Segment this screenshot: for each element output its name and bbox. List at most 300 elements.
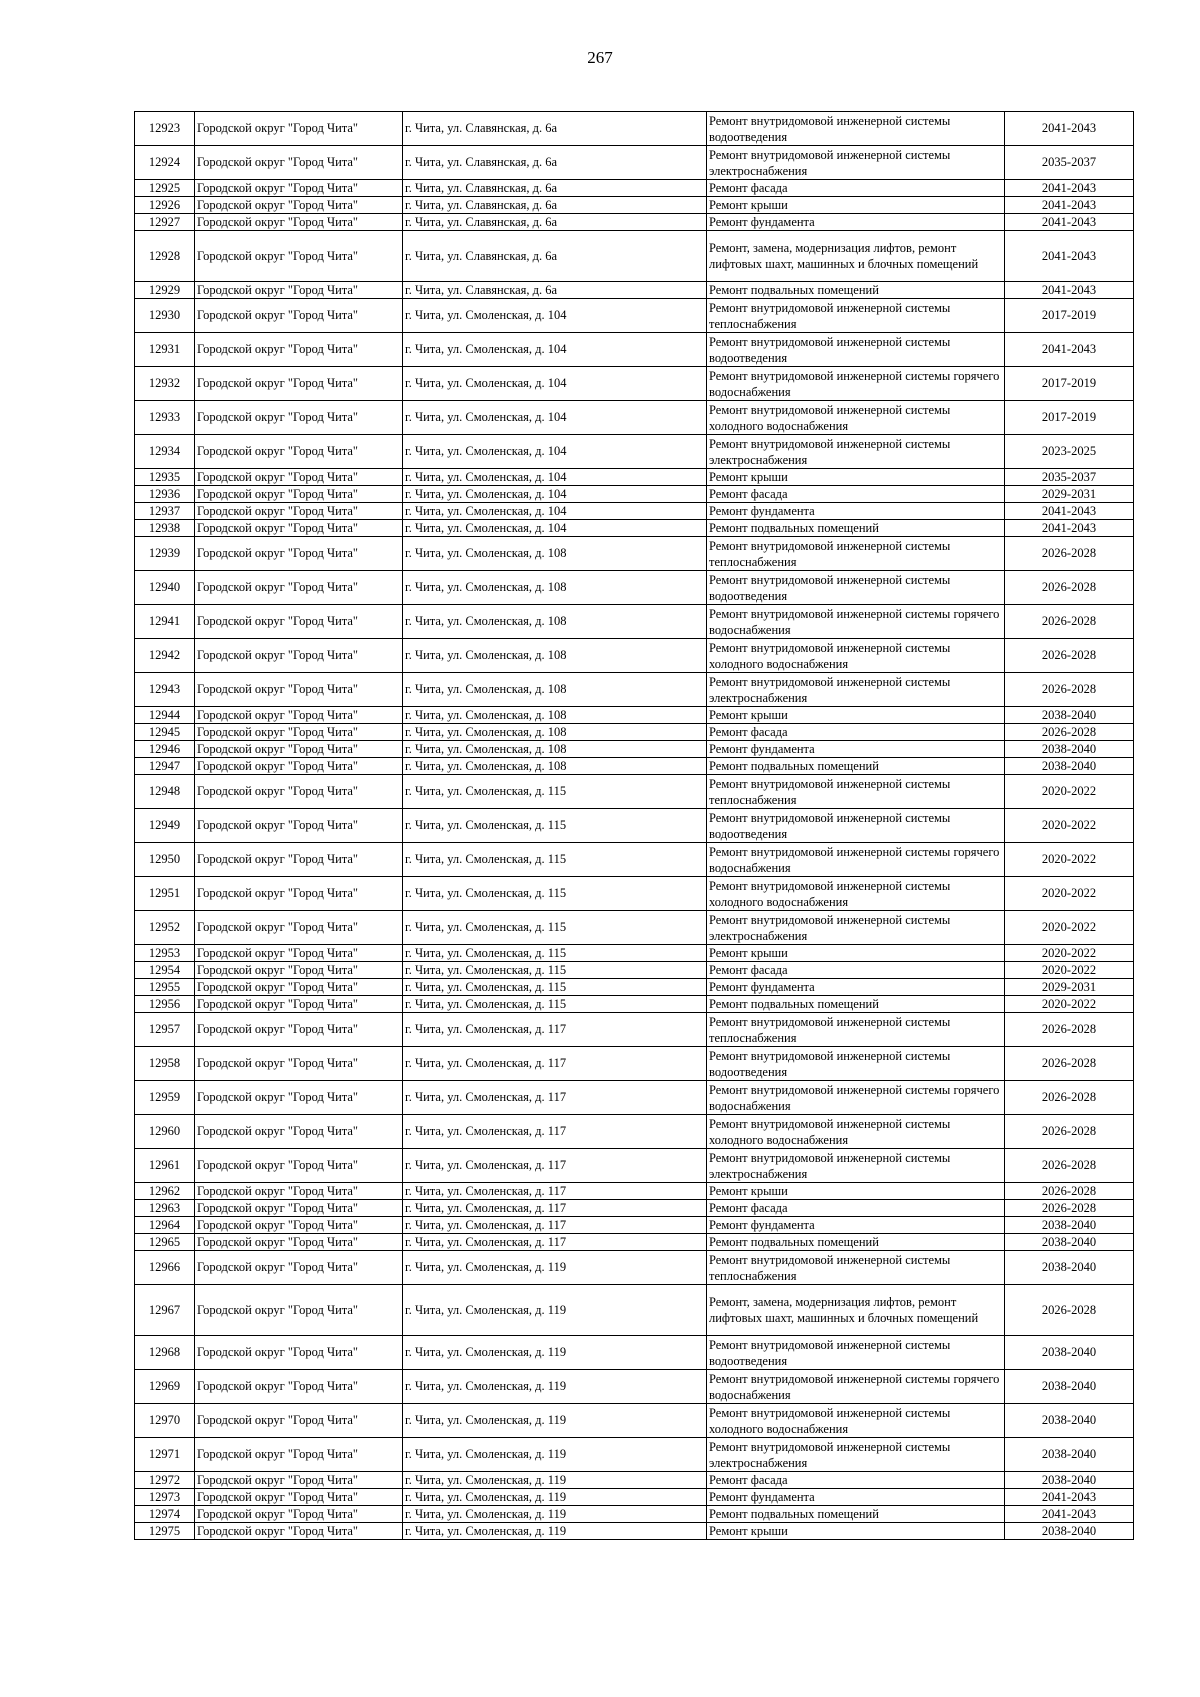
municipality-cell: Городской округ "Город Чита" <box>195 1115 403 1149</box>
municipality-cell: Городской округ "Город Чита" <box>195 962 403 979</box>
work-type-cell: Ремонт фундамента <box>707 1217 1005 1234</box>
period-cell: 2017-2019 <box>1005 299 1134 333</box>
table-row <box>135 877 1134 911</box>
municipality-cell: Городской округ "Город Чита" <box>195 146 403 180</box>
address-cell: г. Чита, ул. Славянская, д. 6а <box>403 282 707 299</box>
period-cell: 2038-2040 <box>1005 1438 1134 1472</box>
address-cell: г. Чита, ул. Смоленская, д. 108 <box>403 605 707 639</box>
period-cell: 2041-2043 <box>1005 180 1134 197</box>
address-cell: г. Чита, ул. Смоленская, д. 117 <box>403 1081 707 1115</box>
address-cell: г. Чита, ул. Смоленская, д. 117 <box>403 1200 707 1217</box>
period-cell: 2017-2019 <box>1005 367 1134 401</box>
period-cell: 2041-2043 <box>1005 197 1134 214</box>
table-row <box>135 1472 1134 1489</box>
period-cell: 2041-2043 <box>1005 520 1134 537</box>
table-row <box>135 367 1134 401</box>
address-cell: г. Чита, ул. Смоленская, д. 119 <box>403 1472 707 1489</box>
period-cell: 2026-2028 <box>1005 1183 1134 1200</box>
period-cell: 2041-2043 <box>1005 231 1134 282</box>
row-number: 12947 <box>135 758 195 775</box>
work-type-cell: Ремонт внутридомовой инженерной системы холодного водоснабжения <box>707 1404 1005 1438</box>
row-number: 12926 <box>135 197 195 214</box>
municipality-cell: Городской округ "Город Чита" <box>195 996 403 1013</box>
work-type-cell: Ремонт внутридомовой инженерной системы теплоснабжения <box>707 1013 1005 1047</box>
municipality-cell: Городской округ "Город Чита" <box>195 503 403 520</box>
table-row <box>135 1506 1134 1523</box>
work-type-cell: Ремонт внутридомовой инженерной системы теплоснабжения <box>707 537 1005 571</box>
row-number: 12939 <box>135 537 195 571</box>
table-row <box>135 1370 1134 1404</box>
address-cell: г. Чита, ул. Смоленская, д. 115 <box>403 996 707 1013</box>
row-number: 12954 <box>135 962 195 979</box>
row-number: 12952 <box>135 911 195 945</box>
work-type-cell: Ремонт фасада <box>707 724 1005 741</box>
municipality-cell: Городской округ "Город Чита" <box>195 1370 403 1404</box>
table-row <box>135 1404 1134 1438</box>
table-row <box>135 1285 1134 1336</box>
period-cell: 2041-2043 <box>1005 503 1134 520</box>
table-row <box>135 758 1134 775</box>
period-cell: 2038-2040 <box>1005 1404 1134 1438</box>
row-number: 12948 <box>135 775 195 809</box>
table-row <box>135 520 1134 537</box>
period-cell: 2038-2040 <box>1005 1370 1134 1404</box>
address-cell: г. Чита, ул. Славянская, д. 6а <box>403 112 707 146</box>
period-cell: 2041-2043 <box>1005 1506 1134 1523</box>
municipality-cell: Городской округ "Город Чита" <box>195 1234 403 1251</box>
work-type-cell: Ремонт внутридомовой инженерной системы горячего водоснабжения <box>707 1081 1005 1115</box>
table-row <box>135 214 1134 231</box>
period-cell: 2041-2043 <box>1005 112 1134 146</box>
table-row <box>135 673 1134 707</box>
table-row <box>135 1251 1134 1285</box>
address-cell: г. Чита, ул. Смоленская, д. 119 <box>403 1336 707 1370</box>
address-cell: г. Чита, ул. Смоленская, д. 104 <box>403 367 707 401</box>
address-cell: г. Чита, ул. Смоленская, д. 108 <box>403 724 707 741</box>
work-type-cell: Ремонт внутридомовой инженерной системы водоотведения <box>707 571 1005 605</box>
period-cell: 2026-2028 <box>1005 537 1134 571</box>
address-cell: г. Чита, ул. Смоленская, д. 115 <box>403 911 707 945</box>
row-number: 12972 <box>135 1472 195 1489</box>
row-number: 12968 <box>135 1336 195 1370</box>
work-type-cell: Ремонт внутридомовой инженерной системы электроснабжения <box>707 911 1005 945</box>
table-row <box>135 979 1134 996</box>
municipality-cell: Городской округ "Город Чита" <box>195 469 403 486</box>
address-cell: г. Чита, ул. Смоленская, д. 104 <box>403 486 707 503</box>
table-row <box>135 112 1134 146</box>
period-cell: 2026-2028 <box>1005 639 1134 673</box>
work-type-cell: Ремонт фасада <box>707 180 1005 197</box>
row-number: 12933 <box>135 401 195 435</box>
municipality-cell: Городской округ "Город Чита" <box>195 1404 403 1438</box>
address-cell: г. Чита, ул. Смоленская, д. 119 <box>403 1489 707 1506</box>
work-type-cell: Ремонт фундамента <box>707 503 1005 520</box>
work-type-cell: Ремонт крыши <box>707 707 1005 724</box>
work-type-cell: Ремонт внутридомовой инженерной системы водоотведения <box>707 809 1005 843</box>
table-row <box>135 1013 1134 1047</box>
municipality-cell: Городской округ "Город Чита" <box>195 707 403 724</box>
table-row <box>135 1234 1134 1251</box>
work-type-cell: Ремонт фундамента <box>707 1489 1005 1506</box>
municipality-cell: Городской округ "Город Чита" <box>195 724 403 741</box>
row-number: 12965 <box>135 1234 195 1251</box>
municipality-cell: Городской округ "Город Чита" <box>195 1251 403 1285</box>
municipality-cell: Городской округ "Город Чита" <box>195 537 403 571</box>
municipality-cell: Городской округ "Город Чита" <box>195 401 403 435</box>
table-row <box>135 401 1134 435</box>
address-cell: г. Чита, ул. Смоленская, д. 104 <box>403 503 707 520</box>
table-row <box>135 962 1134 979</box>
table-row <box>135 996 1134 1013</box>
table-row <box>135 282 1134 299</box>
table-row <box>135 180 1134 197</box>
municipality-cell: Городской округ "Город Чита" <box>195 112 403 146</box>
period-cell: 2026-2028 <box>1005 724 1134 741</box>
work-type-cell: Ремонт фундамента <box>707 741 1005 758</box>
address-cell: г. Чита, ул. Смоленская, д. 119 <box>403 1438 707 1472</box>
row-number: 12934 <box>135 435 195 469</box>
address-cell: г. Чита, ул. Смоленская, д. 119 <box>403 1285 707 1336</box>
work-type-cell: Ремонт фасада <box>707 486 1005 503</box>
municipality-cell: Городской округ "Город Чита" <box>195 367 403 401</box>
address-cell: г. Чита, ул. Смоленская, д. 108 <box>403 571 707 605</box>
table-row <box>135 1336 1134 1370</box>
period-cell: 2026-2028 <box>1005 1081 1134 1115</box>
row-number: 12937 <box>135 503 195 520</box>
row-number: 12967 <box>135 1285 195 1336</box>
period-cell: 2038-2040 <box>1005 1251 1134 1285</box>
period-cell: 2020-2022 <box>1005 962 1134 979</box>
municipality-cell: Городской округ "Город Чита" <box>195 1047 403 1081</box>
address-cell: г. Чита, ул. Смоленская, д. 115 <box>403 809 707 843</box>
period-cell: 2035-2037 <box>1005 146 1134 180</box>
row-number: 12966 <box>135 1251 195 1285</box>
work-type-cell: Ремонт крыши <box>707 1183 1005 1200</box>
work-type-cell: Ремонт внутридомовой инженерной системы теплоснабжения <box>707 775 1005 809</box>
municipality-cell: Городской округ "Город Чита" <box>195 605 403 639</box>
row-number: 12964 <box>135 1217 195 1234</box>
work-type-cell: Ремонт внутридомовой инженерной системы электроснабжения <box>707 146 1005 180</box>
municipality-cell: Городской округ "Город Чита" <box>195 333 403 367</box>
table-row <box>135 775 1134 809</box>
table-row <box>135 146 1134 180</box>
row-number: 12930 <box>135 299 195 333</box>
municipality-cell: Городской округ "Город Чита" <box>195 1183 403 1200</box>
table-row <box>135 1081 1134 1115</box>
period-cell: 2038-2040 <box>1005 707 1134 724</box>
address-cell: г. Чита, ул. Смоленская, д. 117 <box>403 1183 707 1200</box>
period-cell: 2026-2028 <box>1005 571 1134 605</box>
municipality-cell: Городской округ "Город Чита" <box>195 877 403 911</box>
row-number: 12970 <box>135 1404 195 1438</box>
work-type-cell: Ремонт крыши <box>707 197 1005 214</box>
row-number: 12938 <box>135 520 195 537</box>
address-cell: г. Чита, ул. Смоленская, д. 104 <box>403 435 707 469</box>
municipality-cell: Городской округ "Город Чита" <box>195 299 403 333</box>
municipality-cell: Городской округ "Город Чита" <box>195 1149 403 1183</box>
municipality-cell: Городской округ "Город Чита" <box>195 1285 403 1336</box>
work-type-cell: Ремонт внутридомовой инженерной системы электроснабжения <box>707 673 1005 707</box>
address-cell: г. Чита, ул. Смоленская, д. 115 <box>403 843 707 877</box>
row-number: 12974 <box>135 1506 195 1523</box>
period-cell: 2041-2043 <box>1005 214 1134 231</box>
period-cell: 2038-2040 <box>1005 758 1134 775</box>
period-cell: 2020-2022 <box>1005 877 1134 911</box>
municipality-cell: Городской округ "Город Чита" <box>195 911 403 945</box>
address-cell: г. Чита, ул. Смоленская, д. 117 <box>403 1234 707 1251</box>
work-type-cell: Ремонт крыши <box>707 469 1005 486</box>
row-number: 12931 <box>135 333 195 367</box>
work-type-cell: Ремонт фасада <box>707 1200 1005 1217</box>
work-type-cell: Ремонт фундамента <box>707 214 1005 231</box>
row-number: 12932 <box>135 367 195 401</box>
table-row <box>135 469 1134 486</box>
row-number: 12923 <box>135 112 195 146</box>
address-cell: г. Чита, ул. Смоленская, д. 108 <box>403 639 707 673</box>
row-number: 12924 <box>135 146 195 180</box>
work-type-cell: Ремонт внутридомовой инженерной системы холодного водоснабжения <box>707 401 1005 435</box>
period-cell: 2041-2043 <box>1005 333 1134 367</box>
period-cell: 2041-2043 <box>1005 282 1134 299</box>
address-cell: г. Чита, ул. Смоленская, д. 115 <box>403 945 707 962</box>
municipality-cell: Городской округ "Город Чита" <box>195 843 403 877</box>
row-number: 12950 <box>135 843 195 877</box>
work-type-cell: Ремонт фасада <box>707 962 1005 979</box>
table-row <box>135 503 1134 520</box>
address-cell: г. Чита, ул. Смоленская, д. 117 <box>403 1217 707 1234</box>
row-number: 12963 <box>135 1200 195 1217</box>
table-row <box>135 1489 1134 1506</box>
municipality-cell: Городской округ "Город Чита" <box>195 1013 403 1047</box>
work-type-cell: Ремонт внутридомовой инженерной системы холодного водоснабжения <box>707 877 1005 911</box>
municipality-cell: Городской округ "Город Чита" <box>195 197 403 214</box>
municipality-cell: Городской округ "Город Чита" <box>195 435 403 469</box>
work-type-cell: Ремонт внутридомовой инженерной системы электроснабжения <box>707 435 1005 469</box>
address-cell: г. Чита, ул. Славянская, д. 6а <box>403 180 707 197</box>
row-number: 12935 <box>135 469 195 486</box>
work-type-cell: Ремонт внутридомовой инженерной системы теплоснабжения <box>707 1251 1005 1285</box>
row-number: 12936 <box>135 486 195 503</box>
row-number: 12951 <box>135 877 195 911</box>
table-row <box>135 945 1134 962</box>
row-number: 12973 <box>135 1489 195 1506</box>
work-type-cell: Ремонт подвальных помещений <box>707 1234 1005 1251</box>
work-type-cell: Ремонт внутридомовой инженерной системы водоотведения <box>707 333 1005 367</box>
address-cell: г. Чита, ул. Смоленская, д. 119 <box>403 1506 707 1523</box>
row-number: 12927 <box>135 214 195 231</box>
row-number: 12946 <box>135 741 195 758</box>
table-row <box>135 571 1134 605</box>
period-cell: 2020-2022 <box>1005 911 1134 945</box>
municipality-cell: Городской округ "Город Чита" <box>195 1438 403 1472</box>
municipality-cell: Городской округ "Город Чита" <box>195 775 403 809</box>
address-cell: г. Чита, ул. Славянская, д. 6а <box>403 214 707 231</box>
period-cell: 2020-2022 <box>1005 996 1134 1013</box>
municipality-cell: Городской округ "Город Чита" <box>195 741 403 758</box>
work-type-cell: Ремонт крыши <box>707 945 1005 962</box>
table-row <box>135 537 1134 571</box>
address-cell: г. Чита, ул. Смоленская, д. 104 <box>403 469 707 486</box>
address-cell: г. Чита, ул. Смоленская, д. 117 <box>403 1149 707 1183</box>
row-number: 12943 <box>135 673 195 707</box>
period-cell: 2020-2022 <box>1005 843 1134 877</box>
municipality-cell: Городской округ "Город Чита" <box>195 231 403 282</box>
municipality-cell: Городской округ "Город Чита" <box>195 1217 403 1234</box>
period-cell: 2038-2040 <box>1005 1523 1134 1540</box>
period-cell: 2023-2025 <box>1005 435 1134 469</box>
table-row <box>135 197 1134 214</box>
row-number: 12941 <box>135 605 195 639</box>
table-row <box>135 333 1134 367</box>
address-cell: г. Чита, ул. Смоленская, д. 108 <box>403 707 707 724</box>
address-cell: г. Чита, ул. Смоленская, д. 108 <box>403 758 707 775</box>
table-row <box>135 1217 1134 1234</box>
address-cell: г. Чита, ул. Смоленская, д. 108 <box>403 673 707 707</box>
row-number: 12956 <box>135 996 195 1013</box>
table-row <box>135 843 1134 877</box>
municipality-cell: Городской округ "Город Чита" <box>195 979 403 996</box>
address-cell: г. Чита, ул. Смоленская, д. 119 <box>403 1251 707 1285</box>
repair-schedule-table <box>134 111 1134 1540</box>
row-number: 12975 <box>135 1523 195 1540</box>
municipality-cell: Городской округ "Город Чита" <box>195 1200 403 1217</box>
work-type-cell: Ремонт внутридомовой инженерной системы холодного водоснабжения <box>707 1115 1005 1149</box>
period-cell: 2038-2040 <box>1005 1217 1134 1234</box>
row-number: 12961 <box>135 1149 195 1183</box>
municipality-cell: Городской округ "Город Чита" <box>195 214 403 231</box>
row-number: 12959 <box>135 1081 195 1115</box>
page-number: 267 <box>587 48 613 67</box>
address-cell: г. Чита, ул. Смоленская, д. 115 <box>403 877 707 911</box>
table-row <box>135 486 1134 503</box>
period-cell: 2035-2037 <box>1005 469 1134 486</box>
row-number: 12955 <box>135 979 195 996</box>
row-number: 12942 <box>135 639 195 673</box>
table-row <box>135 707 1134 724</box>
row-number: 12925 <box>135 180 195 197</box>
row-number: 12929 <box>135 282 195 299</box>
period-cell: 2026-2028 <box>1005 1149 1134 1183</box>
address-cell: г. Чита, ул. Смоленская, д. 119 <box>403 1523 707 1540</box>
work-type-cell: Ремонт внутридомовой инженерной системы горячего водоснабжения <box>707 605 1005 639</box>
period-cell: 2026-2028 <box>1005 1115 1134 1149</box>
row-number: 12960 <box>135 1115 195 1149</box>
work-type-cell: Ремонт, замена, модернизация лифтов, ремонт лифтовых шахт, машинных и блочных помещений <box>707 231 1005 282</box>
table-row <box>135 809 1134 843</box>
municipality-cell: Городской округ "Город Чита" <box>195 1506 403 1523</box>
municipality-cell: Городской округ "Город Чита" <box>195 1489 403 1506</box>
work-type-cell: Ремонт внутридомовой инженерной системы водоотведения <box>707 112 1005 146</box>
table-row <box>135 1115 1134 1149</box>
table-row <box>135 1047 1134 1081</box>
address-cell: г. Чита, ул. Смоленская, д. 119 <box>403 1404 707 1438</box>
municipality-cell: Городской округ "Город Чита" <box>195 1336 403 1370</box>
work-type-cell: Ремонт подвальных помещений <box>707 996 1005 1013</box>
address-cell: г. Чита, ул. Славянская, д. 6а <box>403 197 707 214</box>
work-type-cell: Ремонт фундамента <box>707 979 1005 996</box>
row-number: 12944 <box>135 707 195 724</box>
table-row <box>135 724 1134 741</box>
row-number: 12928 <box>135 231 195 282</box>
address-cell: г. Чита, ул. Смоленская, д. 108 <box>403 537 707 571</box>
work-type-cell: Ремонт внутридомовой инженерной системы горячего водоснабжения <box>707 843 1005 877</box>
period-cell: 2026-2028 <box>1005 1047 1134 1081</box>
municipality-cell: Городской округ "Город Чита" <box>195 945 403 962</box>
table-row <box>135 299 1134 333</box>
municipality-cell: Городской округ "Город Чита" <box>195 673 403 707</box>
period-cell: 2020-2022 <box>1005 775 1134 809</box>
period-cell: 2026-2028 <box>1005 1285 1134 1336</box>
row-number: 12949 <box>135 809 195 843</box>
work-type-cell: Ремонт подвальных помещений <box>707 758 1005 775</box>
table-body <box>135 112 1134 1540</box>
row-number: 12962 <box>135 1183 195 1200</box>
municipality-cell: Городской округ "Город Чита" <box>195 809 403 843</box>
municipality-cell: Городской округ "Город Чита" <box>195 282 403 299</box>
row-number: 12953 <box>135 945 195 962</box>
period-cell: 2017-2019 <box>1005 401 1134 435</box>
table-row <box>135 1149 1134 1183</box>
work-type-cell: Ремонт внутридомовой инженерной системы холодного водоснабжения <box>707 639 1005 673</box>
work-type-cell: Ремонт крыши <box>707 1523 1005 1540</box>
address-cell: г. Чита, ул. Смоленская, д. 104 <box>403 401 707 435</box>
address-cell: г. Чита, ул. Смоленская, д. 117 <box>403 1013 707 1047</box>
table-row <box>135 231 1134 282</box>
municipality-cell: Городской округ "Город Чита" <box>195 180 403 197</box>
municipality-cell: Городской округ "Город Чита" <box>195 486 403 503</box>
address-cell: г. Чита, ул. Славянская, д. 6а <box>403 146 707 180</box>
row-number: 12945 <box>135 724 195 741</box>
work-type-cell: Ремонт внутридомовой инженерной системы горячего водоснабжения <box>707 367 1005 401</box>
table-row <box>135 1200 1134 1217</box>
row-number: 12957 <box>135 1013 195 1047</box>
municipality-cell: Городской округ "Город Чита" <box>195 1472 403 1489</box>
address-cell: г. Чита, ул. Смоленская, д. 119 <box>403 1370 707 1404</box>
period-cell: 2020-2022 <box>1005 809 1134 843</box>
table-row <box>135 1438 1134 1472</box>
address-cell: г. Чита, ул. Смоленская, д. 115 <box>403 979 707 996</box>
work-type-cell: Ремонт внутридомовой инженерной системы электроснабжения <box>707 1149 1005 1183</box>
work-type-cell: Ремонт внутридомовой инженерной системы теплоснабжения <box>707 299 1005 333</box>
table-row <box>135 435 1134 469</box>
address-cell: г. Чита, ул. Славянская, д. 6а <box>403 231 707 282</box>
municipality-cell: Городской округ "Город Чита" <box>195 639 403 673</box>
period-cell: 2041-2043 <box>1005 1489 1134 1506</box>
address-cell: г. Чита, ул. Смоленская, д. 117 <box>403 1115 707 1149</box>
municipality-cell: Городской округ "Город Чита" <box>195 758 403 775</box>
period-cell: 2026-2028 <box>1005 673 1134 707</box>
period-cell: 2029-2031 <box>1005 979 1134 996</box>
municipality-cell: Городской округ "Город Чита" <box>195 1523 403 1540</box>
period-cell: 2029-2031 <box>1005 486 1134 503</box>
work-type-cell: Ремонт подвальных помещений <box>707 520 1005 537</box>
address-cell: г. Чита, ул. Смоленская, д. 104 <box>403 333 707 367</box>
work-type-cell: Ремонт подвальных помещений <box>707 1506 1005 1523</box>
work-type-cell: Ремонт внутридомовой инженерной системы горячего водоснабжения <box>707 1370 1005 1404</box>
period-cell: 2038-2040 <box>1005 1234 1134 1251</box>
table-row <box>135 741 1134 758</box>
work-type-cell: Ремонт внутридомовой инженерной системы водоотведения <box>707 1336 1005 1370</box>
table-row <box>135 605 1134 639</box>
work-type-cell: Ремонт фасада <box>707 1472 1005 1489</box>
address-cell: г. Чита, ул. Смоленская, д. 115 <box>403 962 707 979</box>
table-row <box>135 639 1134 673</box>
row-number: 12969 <box>135 1370 195 1404</box>
period-cell: 2038-2040 <box>1005 1336 1134 1370</box>
row-number: 12940 <box>135 571 195 605</box>
row-number: 12971 <box>135 1438 195 1472</box>
row-number: 12958 <box>135 1047 195 1081</box>
